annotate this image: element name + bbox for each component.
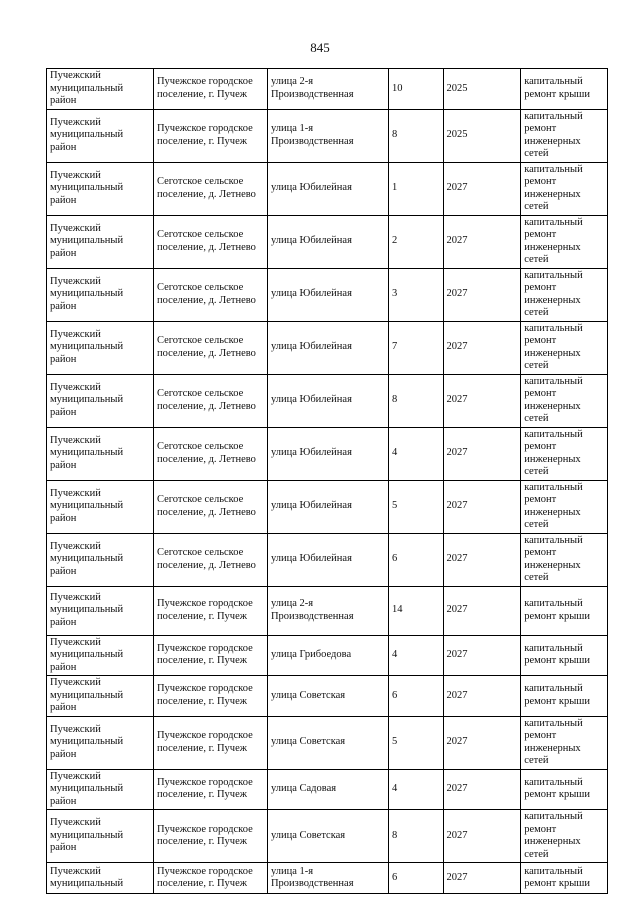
settlement-cell: Пучежское городское поселение, г. Пучеж	[153, 676, 267, 717]
table-row	[47, 374, 608, 427]
year-cell: 2027	[443, 374, 521, 427]
settlement-cell: Пучежское городское поселение, г. Пучеж	[153, 69, 267, 110]
street-cell: улица Садовая	[267, 769, 388, 810]
year-cell: 2027	[443, 533, 521, 586]
table-row	[47, 268, 608, 321]
street-cell: улица 2-я Производственная	[267, 69, 388, 110]
page-number: 845	[310, 40, 330, 55]
district-cell: Пучежский муниципальный район	[47, 480, 154, 533]
street-cell: улица Советская	[267, 676, 388, 717]
street-cell: улица Грибоедова	[267, 635, 388, 676]
street-cell: улица Юбилейная	[267, 162, 388, 215]
work-type-cell: капитальный ремонт инженерных сетей	[521, 810, 608, 863]
housing-repair-table	[46, 68, 608, 894]
district-cell: Пучежский муниципальный район	[47, 374, 154, 427]
house-number-cell: 3	[389, 268, 443, 321]
year-cell: 2027	[443, 268, 521, 321]
settlement-cell: Пучежское городское поселение, г. Пучеж	[153, 769, 267, 810]
house-number-cell: 8	[389, 810, 443, 863]
district-cell: Пучежский муниципальный район	[47, 215, 154, 268]
street-cell: улица Юбилейная	[267, 480, 388, 533]
year-cell: 2027	[443, 215, 521, 268]
district-cell: Пучежский муниципальный район	[47, 635, 154, 676]
street-cell: улица 1-я Производственная	[267, 109, 388, 162]
settlement-cell: Сеготское сельское поселение, д. Летнево	[153, 480, 267, 533]
street-cell: улица Советская	[267, 810, 388, 863]
district-cell: Пучежский муниципальный район	[47, 109, 154, 162]
settlement-cell: Сеготское сельское поселение, д. Летнево	[153, 162, 267, 215]
house-number-cell: 14	[389, 586, 443, 635]
table-row	[47, 162, 608, 215]
district-cell: Пучежский муниципальный район	[47, 427, 154, 480]
table-row	[47, 769, 608, 810]
settlement-cell: Пучежское городское поселение, г. Пучеж	[153, 716, 267, 769]
settlement-cell: Сеготское сельское поселение, д. Летнево	[153, 427, 267, 480]
settlement-cell: Сеготское сельское поселение, д. Летнево	[153, 268, 267, 321]
year-cell: 2027	[443, 321, 521, 374]
work-type-cell: капитальный ремонт крыши	[521, 676, 608, 717]
table-row	[47, 810, 608, 863]
settlement-cell: Пучежское городское поселение, г. Пучеж	[153, 635, 267, 676]
year-cell: 2027	[443, 480, 521, 533]
settlement-cell: Пучежское городское поселение, г. Пучеж	[153, 109, 267, 162]
settlement-cell: Сеготское сельское поселение, д. Летнево	[153, 321, 267, 374]
work-type-cell: капитальный ремонт крыши	[521, 586, 608, 635]
work-type-cell: капитальный ремонт инженерных сетей	[521, 162, 608, 215]
work-type-cell: капитальный ремонт инженерных сетей	[521, 374, 608, 427]
district-cell: Пучежский муниципальный район	[47, 268, 154, 321]
table-row	[47, 480, 608, 533]
year-cell: 2027	[443, 810, 521, 863]
table-row	[47, 321, 608, 374]
work-type-cell: капитальный ремонт инженерных сетей	[521, 321, 608, 374]
work-type-cell: капитальный ремонт крыши	[521, 769, 608, 810]
settlement-cell: Сеготское сельское поселение, д. Летнево	[153, 374, 267, 427]
house-number-cell: 6	[389, 533, 443, 586]
street-cell: улица Юбилейная	[267, 215, 388, 268]
year-cell: 2027	[443, 427, 521, 480]
district-cell: Пучежский муниципальный район	[47, 162, 154, 215]
district-cell: Пучежский муниципальный район	[47, 810, 154, 863]
work-type-cell: капитальный ремонт инженерных сетей	[521, 427, 608, 480]
district-cell: Пучежский муниципальный район	[47, 769, 154, 810]
house-number-cell: 2	[389, 215, 443, 268]
work-type-cell: капитальный ремонт инженерных сетей	[521, 268, 608, 321]
house-number-cell: 4	[389, 769, 443, 810]
settlement-cell: Пучежское городское поселение, г. Пучеж	[153, 863, 267, 894]
work-type-cell: капитальный ремонт крыши	[521, 635, 608, 676]
table-row	[47, 586, 608, 635]
table-row	[47, 635, 608, 676]
year-cell: 2027	[443, 635, 521, 676]
table-row	[47, 676, 608, 717]
year-cell: 2025	[443, 69, 521, 110]
district-cell: Пучежский муниципальный	[47, 863, 154, 894]
house-number-cell: 7	[389, 321, 443, 374]
table-row	[47, 215, 608, 268]
work-type-cell: капитальный ремонт инженерных сетей	[521, 480, 608, 533]
settlement-cell: Пучежское городское поселение, г. Пучеж	[153, 586, 267, 635]
work-type-cell: капитальный ремонт инженерных сетей	[521, 215, 608, 268]
table-row	[47, 533, 608, 586]
district-cell: Пучежский муниципальный район	[47, 69, 154, 110]
year-cell: 2027	[443, 162, 521, 215]
district-cell: Пучежский муниципальный район	[47, 321, 154, 374]
table-row	[47, 427, 608, 480]
settlement-cell: Пучежское городское поселение, г. Пучеж	[153, 810, 267, 863]
street-cell: улица Юбилейная	[267, 268, 388, 321]
house-number-cell: 5	[389, 716, 443, 769]
street-cell: улица Юбилейная	[267, 374, 388, 427]
house-number-cell: 1	[389, 162, 443, 215]
settlement-cell: Сеготское сельское поселение, д. Летнево	[153, 215, 267, 268]
house-number-cell: 4	[389, 427, 443, 480]
table-row	[47, 863, 608, 894]
work-type-cell: капитальный ремонт инженерных сетей	[521, 109, 608, 162]
year-cell: 2027	[443, 769, 521, 810]
house-number-cell: 6	[389, 863, 443, 894]
street-cell: улица Советская	[267, 716, 388, 769]
house-number-cell: 4	[389, 635, 443, 676]
district-cell: Пучежский муниципальный район	[47, 533, 154, 586]
house-number-cell: 10	[389, 69, 443, 110]
house-number-cell: 8	[389, 374, 443, 427]
year-cell: 2027	[443, 863, 521, 894]
table-row	[47, 69, 608, 110]
district-cell: Пучежский муниципальный район	[47, 586, 154, 635]
year-cell: 2027	[443, 586, 521, 635]
street-cell: улица 1-я Производственная	[267, 863, 388, 894]
work-type-cell: капитальный ремонт крыши	[521, 69, 608, 110]
settlement-cell: Сеготское сельское поселение, д. Летнево	[153, 533, 267, 586]
house-number-cell: 8	[389, 109, 443, 162]
street-cell: улица Юбилейная	[267, 533, 388, 586]
table-row	[47, 109, 608, 162]
year-cell: 2027	[443, 716, 521, 769]
street-cell: улица Юбилейная	[267, 427, 388, 480]
street-cell: улица 2-я Производственная	[267, 586, 388, 635]
house-number-cell: 5	[389, 480, 443, 533]
district-cell: Пучежский муниципальный район	[47, 716, 154, 769]
table-row	[47, 716, 608, 769]
work-type-cell: капитальный ремонт крыши	[521, 863, 608, 894]
house-number-cell: 6	[389, 676, 443, 717]
year-cell: 2025	[443, 109, 521, 162]
year-cell: 2027	[443, 676, 521, 717]
street-cell: улица Юбилейная	[267, 321, 388, 374]
work-type-cell: капитальный ремонт инженерных сетей	[521, 716, 608, 769]
district-cell: Пучежский муниципальный район	[47, 676, 154, 717]
work-type-cell: капитальный ремонт инженерных сетей	[521, 533, 608, 586]
